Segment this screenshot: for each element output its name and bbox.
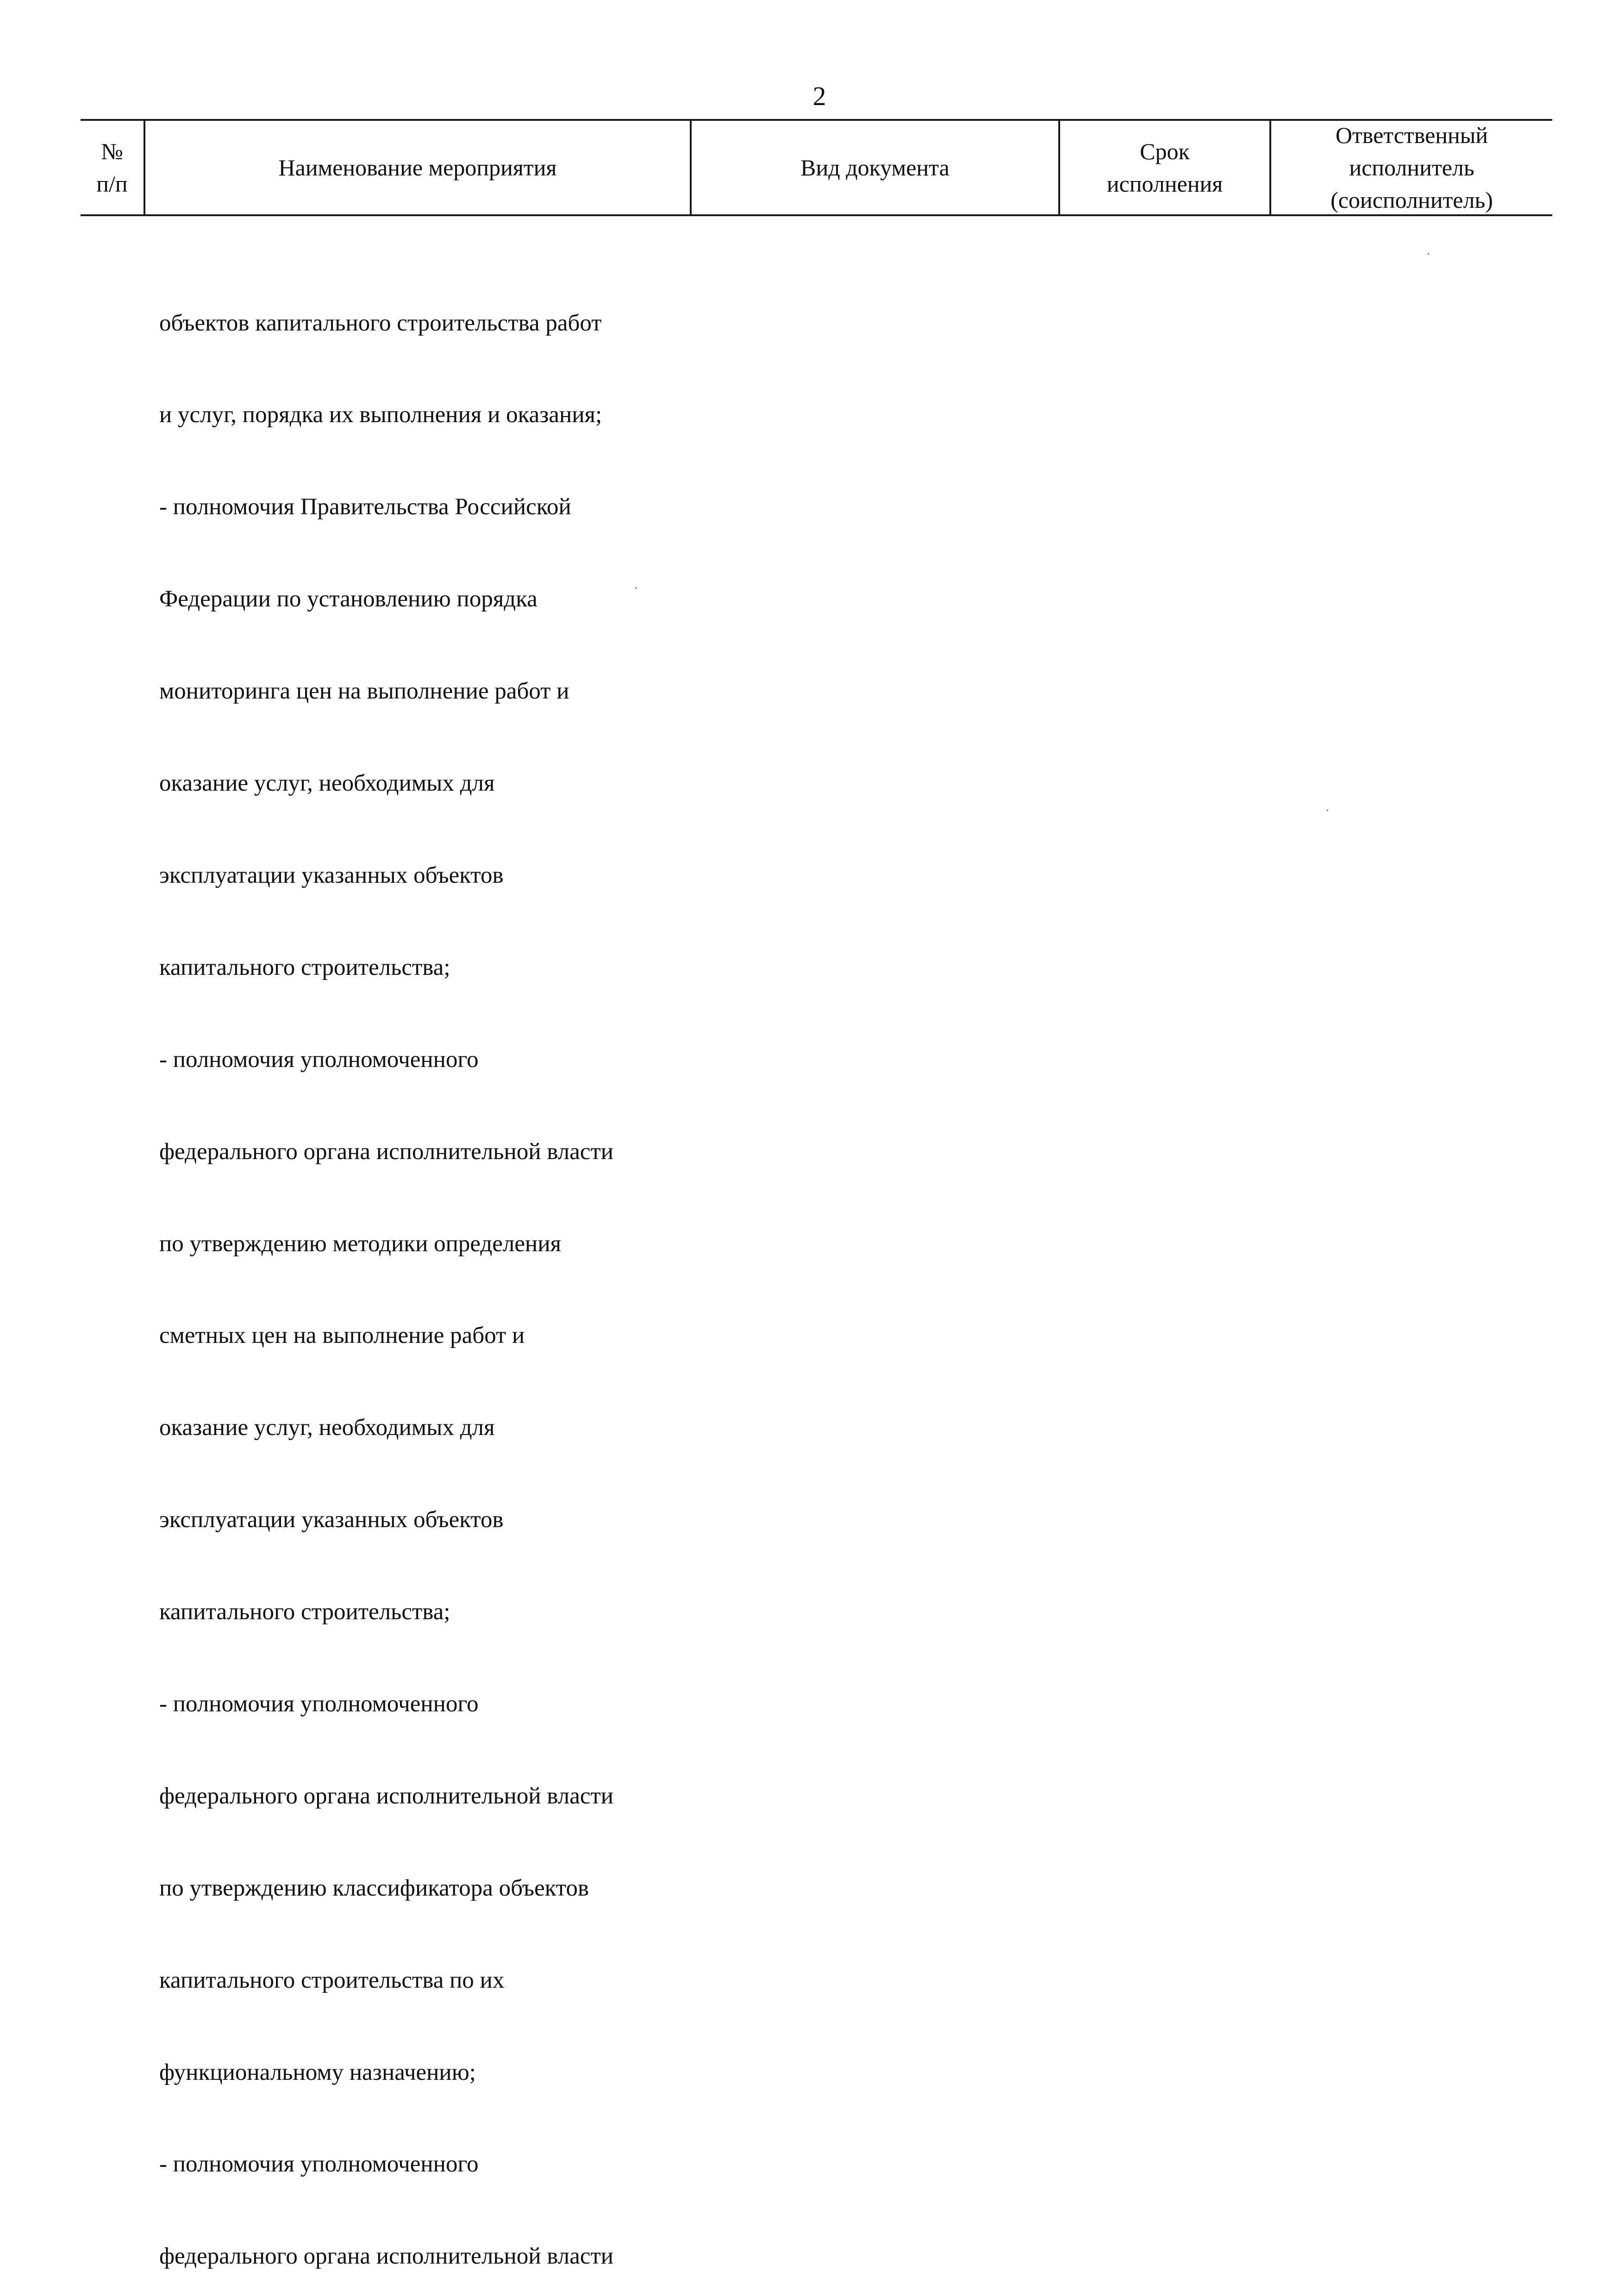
page-number: 2 [812,81,826,111]
text-line: сметных цен на выполнение работ и [159,1323,525,1349]
header-col-number-line2: п/п [96,171,128,197]
header-col-responsible-line3: (соисполнитель) [1330,187,1493,213]
table-header [81,119,1552,216]
text-line: Федерации по установлению порядка [159,586,537,612]
scan-speck [635,587,637,589]
text-line: - полномочия уполномоченного [159,1691,479,1717]
text-line: мониторинга цен на выполнение работ и [159,678,569,705]
measure-description [159,246,706,2296]
text-line: и услуг, порядка их выполнения и оказания; [159,402,602,428]
header-col-deadline-line1: Срок [1140,138,1190,164]
text-line: федерального органа исполнительной власти [159,1783,614,1809]
text-line: по утверждению методики определения [159,1230,562,1257]
header-col-deadline [1060,121,1269,214]
scan-speck [1327,810,1328,811]
text-line: функциональному назначению; [159,2059,476,2085]
text-line: - полномочия Правительства Российской [159,494,571,520]
text-line: по утверждению классификатора объектов [159,1875,589,1901]
text-line: - полномочия уполномоченного [159,2151,479,2177]
text-line: - полномочия уполномоченного [159,1046,479,1073]
text-line: капитального строительства; [159,954,450,980]
header-col-responsible-line1: Ответственный [1335,122,1488,148]
header-col-number [81,121,144,214]
text-line: эксплуатации указанных объектов [159,1507,504,1533]
text-line: федерального органа исполнительной власти [159,1138,614,1165]
text-line: объектов капитального строительства работ [159,310,602,336]
text-line: оказание услуг, необходимых для [159,1415,495,1441]
scan-speck [1428,253,1429,255]
header-col-number-line1: № [101,138,123,164]
text-line: оказание услуг, необходимых для [159,770,495,797]
text-line: капитального строительства по их [159,1967,505,1993]
text-line: капитального строительства; [159,1599,450,1625]
header-col-responsible [1271,121,1552,214]
header-col-deadline-line2: исполнения [1106,171,1223,197]
header-col-name [145,121,690,214]
header-col-doc-type-label: Вид документа [800,155,949,181]
text-line: эксплуатации указанных объектов [159,862,504,888]
text-line: федерального органа исполнительной власти [159,2243,614,2270]
header-col-doc-type [692,121,1058,214]
header-col-responsible-line2: исполнитель [1349,155,1474,181]
header-col-name-label: Наименование мероприятия [278,155,557,181]
